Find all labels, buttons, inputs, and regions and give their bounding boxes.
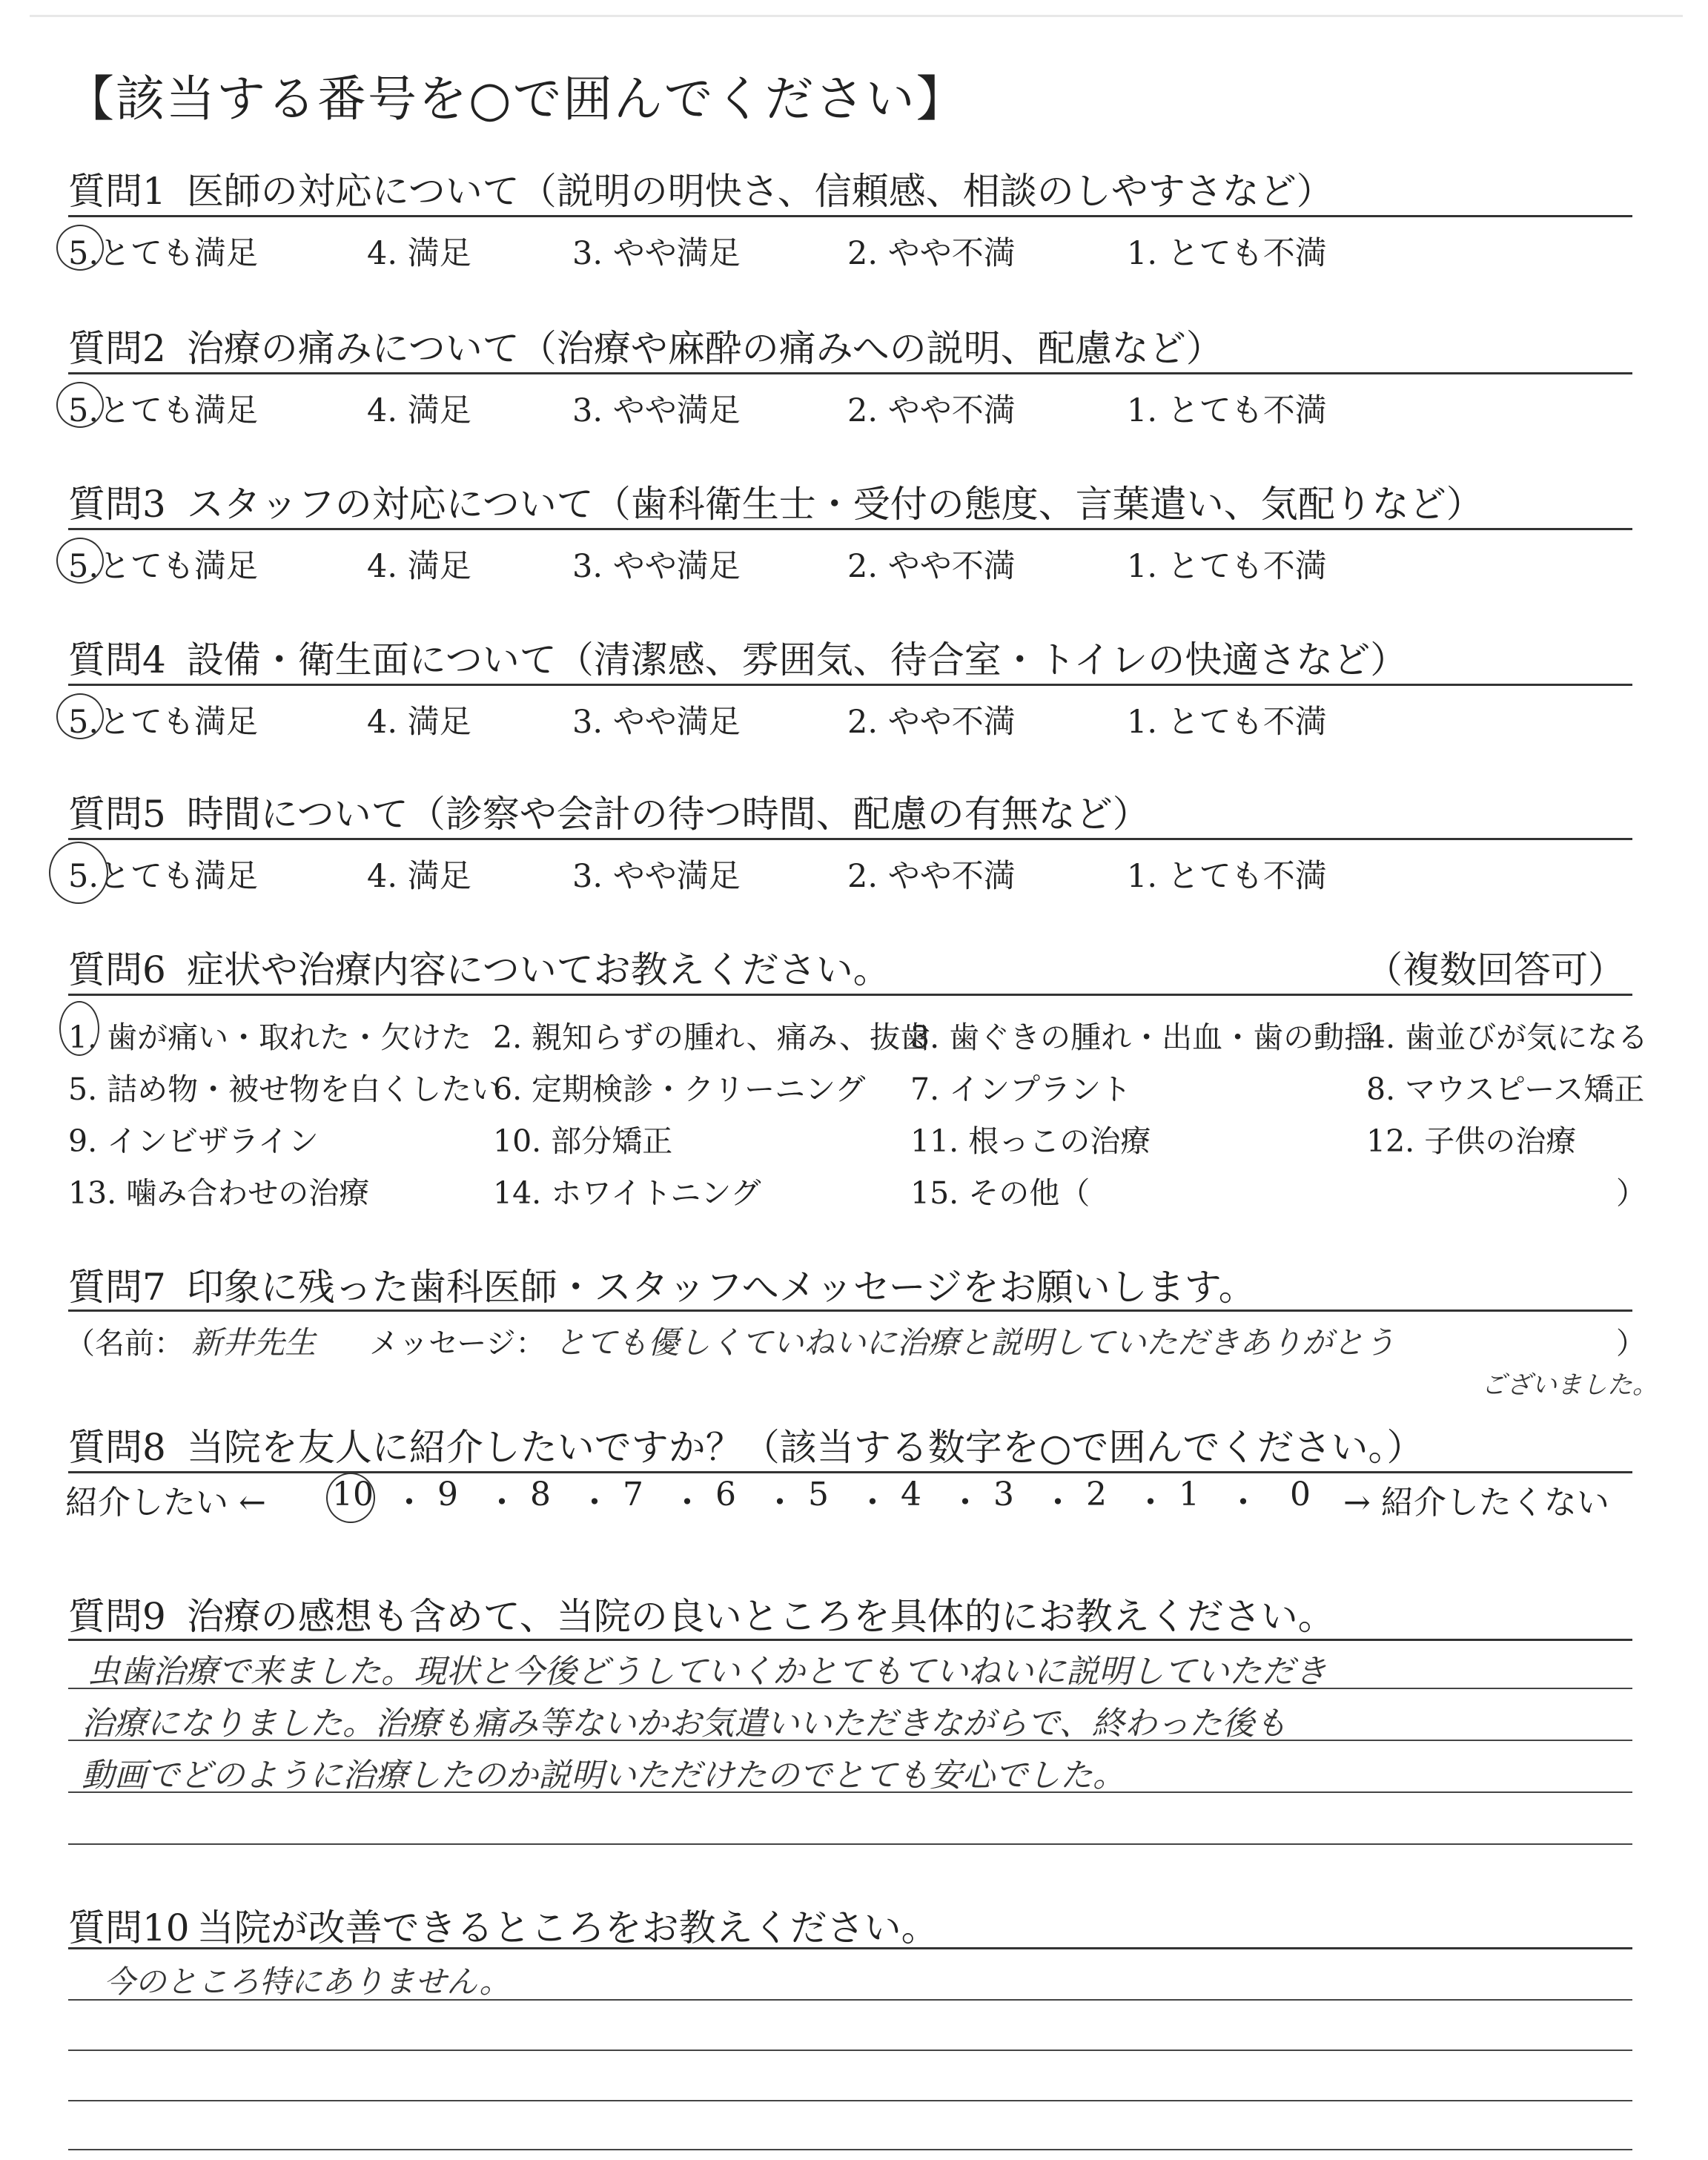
q8-left-label: 紹介したい ←	[65, 1484, 266, 1522]
question-4-rule	[68, 684, 1632, 686]
q2-option-4[interactable]: 4. 満足	[367, 392, 471, 429]
q2-option-3[interactable]: 3. やや満足	[572, 392, 741, 429]
q1-option-3[interactable]: 3. やや満足	[572, 235, 741, 272]
q7-name-value[interactable]: 新井先生	[191, 1324, 317, 1361]
question-9-label: 質問9	[68, 1595, 166, 1638]
q6-option-9[interactable]: 9. インビザライン	[68, 1123, 319, 1159]
q2-option-1[interactable]: 1. とても不満	[1127, 392, 1327, 429]
q8-scale-0[interactable]: 0	[1290, 1476, 1311, 1513]
q6-selected-circle	[59, 1001, 99, 1056]
q5-option-3[interactable]: 3. やや満足	[572, 858, 741, 895]
question-7-label: 質問7	[68, 1266, 166, 1309]
question-3-text: スタッフの対応について（歯科衛生士・受付の態度、言葉遣い、気配りなど）	[186, 483, 1483, 526]
q3-option-3[interactable]: 3. やや満足	[572, 548, 741, 585]
q7-message-value[interactable]: とても優しくていねいに治療と説明していただきありがとう	[555, 1324, 1396, 1361]
question-3-rule	[68, 528, 1632, 530]
q8-scale-2[interactable]: 2	[1086, 1476, 1107, 1513]
top-border	[30, 15, 1683, 17]
answer-line	[68, 1999, 1632, 2001]
question-7-rule	[68, 1309, 1632, 1312]
question-4-label: 質問4	[68, 638, 166, 681]
q9-answer-line-1[interactable]: 虫歯治療で来ました。現状と今後どうしていくかとてもていねいに説明していただき	[87, 1653, 1327, 1691]
q6-option-7[interactable]: 7. インプラント	[910, 1071, 1132, 1107]
q4-selected-circle	[56, 693, 104, 739]
question-10-label: 質問10	[68, 1906, 190, 1949]
q7-name-label: （名前：	[65, 1327, 184, 1361]
question-6-label: 質問6	[68, 948, 166, 991]
q1-option-2[interactable]: 2. やや不満	[847, 235, 1016, 272]
question-2-text: 治療の痛みについて（治療や麻酔の痛みへの説明、配慮など）	[186, 327, 1223, 370]
q6-option-5[interactable]: 5. 詰め物・被せ物を白くしたい	[68, 1071, 503, 1107]
question-9-header	[68, 1587, 1335, 1640]
q3-option-1[interactable]: 1. とても不満	[1127, 548, 1327, 585]
q4-option-4[interactable]: 4. 満足	[367, 704, 471, 741]
q6-option-11[interactable]: 11. 根っこの治療	[910, 1123, 1151, 1159]
q6-other-close: ）	[1616, 1175, 1646, 1211]
answer-line	[68, 1843, 1632, 1845]
q8-dot: ・	[1134, 1484, 1167, 1522]
q7-message-label: メッセージ：	[369, 1327, 546, 1361]
answer-line	[68, 1740, 1632, 1741]
q7-message-value-2[interactable]: ございました。	[1481, 1370, 1658, 1400]
question-10-header	[68, 1898, 939, 1952]
question-1-text: 医師の対応について（説明の明快さ、信頼感、相談のしやすさなど）	[186, 170, 1334, 213]
q8-dot: ・	[1227, 1484, 1260, 1522]
question-3-header	[68, 475, 1483, 528]
q8-scale-10[interactable]: 10	[332, 1476, 374, 1513]
answer-line	[68, 2050, 1632, 2051]
q1-option-4[interactable]: 4. 満足	[367, 235, 471, 272]
question-5-rule	[68, 838, 1632, 840]
q3-selected-circle	[56, 538, 104, 584]
q9-answer-line-3[interactable]: 動画でどのように治療したのか説明いただけたのでとても安心でした。	[82, 1757, 1125, 1794]
q5-option-1[interactable]: 1. とても不満	[1127, 858, 1327, 895]
q8-scale-3[interactable]: 3	[993, 1476, 1014, 1513]
question-3-label: 質問3	[68, 483, 166, 526]
question-10-rule	[68, 1947, 1632, 1949]
q6-option-12[interactable]: 12. 子供の治療	[1366, 1123, 1577, 1159]
question-2-rule	[68, 372, 1632, 374]
q1-option-1[interactable]: 1. とても不満	[1127, 235, 1327, 272]
answer-line	[68, 2100, 1632, 2101]
q4-option-3[interactable]: 3. やや満足	[572, 704, 741, 741]
question-9-rule	[68, 1639, 1632, 1641]
q8-scale-6[interactable]: 6	[715, 1476, 736, 1513]
q6-option-15[interactable]: 15. その他（	[910, 1175, 1090, 1211]
q1-selected-circle	[56, 225, 104, 271]
question-8-text: 当院を友人に紹介したいですか？（該当する数字を○で囲んでください。）	[186, 1426, 1424, 1469]
q6-option-8[interactable]: 8. マウスピース矯正	[1366, 1071, 1645, 1107]
q4-option-2[interactable]: 2. やや不満	[847, 704, 1016, 741]
question-8-rule	[68, 1471, 1632, 1473]
q4-option-1[interactable]: 1. とても不満	[1127, 704, 1327, 741]
q5-option-5[interactable]: 5.とても満足	[68, 858, 259, 895]
q10-answer[interactable]: 今のところ特にありません。	[104, 1964, 511, 2000]
q8-dot: ・	[949, 1484, 982, 1522]
q8-dot: ・	[856, 1484, 889, 1522]
question-10-text: 当院が改善できるところをお教えください。	[196, 1906, 939, 1949]
q2-option-2[interactable]: 2. やや不満	[847, 392, 1016, 429]
q9-answer-line-2[interactable]: 治療になりました。治療も痛み等ないかお気遣いいただきながらで、終わった後も	[82, 1705, 1288, 1743]
q8-scale-4[interactable]: 4	[901, 1476, 921, 1513]
q8-scale-8[interactable]: 8	[530, 1476, 551, 1513]
question-4-header	[68, 630, 1407, 684]
question-2-label: 質問2	[68, 327, 166, 370]
question-6-rule	[68, 994, 1632, 996]
question-1-label: 質問1	[68, 170, 166, 213]
question-5-label: 質問5	[68, 793, 166, 836]
q8-scale-7[interactable]: 7	[623, 1476, 643, 1513]
question-2-header	[68, 319, 1223, 372]
question-1-rule	[68, 215, 1632, 217]
q1-option-5[interactable]: 5.とても満足	[68, 235, 259, 272]
question-4-text: 設備・衛生面について（清潔感、雰囲気、待合室・トイレの快適さなど）	[186, 638, 1408, 681]
question-6-text: 症状や治療内容についてお教えください。	[186, 948, 890, 991]
q6-option-2[interactable]: 2. 親知らずの腫れ、痛み、抜歯	[493, 1020, 931, 1055]
q8-dot: ・	[1042, 1484, 1074, 1522]
answer-line	[68, 1688, 1632, 1689]
q6-option-4[interactable]: 4. 歯並びが気になる	[1366, 1020, 1649, 1055]
q3-option-4[interactable]: 4. 満足	[367, 548, 471, 585]
q6-option-1[interactable]: 1. 歯が痛い・取れた・欠けた	[68, 1020, 472, 1055]
question-8-header	[68, 1418, 1423, 1471]
q6-option-3[interactable]: 3. 歯ぐきの腫れ・出血・歯の動揺	[910, 1020, 1375, 1055]
q6-option-13[interactable]: 13. 噛み合わせの治療	[68, 1175, 370, 1211]
q2-selected-circle	[56, 382, 104, 428]
page-title: 【該当する番号を○で囲んでください】	[65, 70, 967, 128]
q8-dot: ・	[393, 1484, 426, 1522]
q8-dot: ・	[578, 1484, 611, 1522]
question-9-text: 治療の感想も含めて、当院の良いところを具体的にお教えください。	[186, 1595, 1335, 1638]
q8-scale-5[interactable]: 5	[808, 1476, 829, 1513]
q8-scale-1[interactable]: 1	[1179, 1476, 1199, 1513]
q8-dot: ・	[486, 1484, 518, 1522]
q5-option-4[interactable]: 4. 満足	[367, 858, 471, 895]
answer-line	[68, 1791, 1632, 1793]
question-6-header	[68, 940, 890, 994]
q6-option-14[interactable]: 14. ホワイトニング	[493, 1175, 761, 1211]
q5-selected-circle	[49, 842, 108, 904]
q3-option-2[interactable]: 2. やや不満	[847, 548, 1016, 585]
q3-option-5[interactable]: 5.とても満足	[68, 548, 259, 585]
q4-option-5[interactable]: 5.とても満足	[68, 704, 259, 741]
q8-dot: ・	[764, 1484, 796, 1522]
q6-option-10[interactable]: 10. 部分矯正	[493, 1123, 673, 1159]
q8-dot: ・	[671, 1484, 704, 1522]
q5-option-2[interactable]: 2. やや不満	[847, 858, 1016, 895]
question-5-text: 時間について（診察や会計の待つ時間、配慮の有無など）	[186, 793, 1150, 836]
question-8-label: 質問8	[68, 1426, 166, 1469]
q8-scale-9[interactable]: 9	[437, 1476, 458, 1513]
q7-close: ）	[1616, 1327, 1646, 1361]
q6-option-6[interactable]: 6. 定期検診・クリーニング	[493, 1071, 866, 1107]
question-1-header	[68, 162, 1334, 215]
answer-line	[68, 2149, 1632, 2150]
q8-right-label: → 紹介したくない	[1343, 1484, 1609, 1522]
question-7-header	[68, 1258, 1256, 1311]
q2-option-5[interactable]: 5.とても満足	[68, 392, 259, 429]
question-7-text: 印象に残った歯科医師・スタッフへメッセージをお願いします。	[186, 1266, 1256, 1309]
question-6-note: （複数回答可）	[1366, 948, 1625, 991]
question-5-header	[68, 785, 1150, 838]
